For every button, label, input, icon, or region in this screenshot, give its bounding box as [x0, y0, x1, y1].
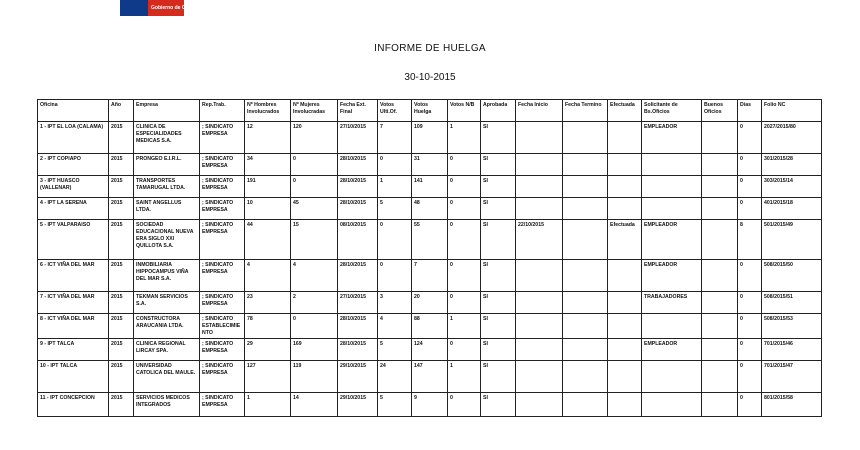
column-header: Fecha Ext. Final: [338, 100, 378, 122]
table-cell: 2015: [109, 122, 134, 154]
table-cell: [608, 154, 642, 176]
table-cell: SI: [481, 260, 516, 292]
table-cell: 0: [448, 176, 481, 198]
column-header: Votos Ulti.Of.: [378, 100, 412, 122]
table-cell: 2015: [109, 393, 134, 417]
table-cell: 119: [291, 361, 338, 393]
table-cell: [516, 393, 563, 417]
table-cell: 88: [412, 314, 448, 339]
table-cell: 147: [412, 361, 448, 393]
table-cell: 124: [412, 339, 448, 361]
table-cell: [702, 314, 738, 339]
table-cell: 1: [448, 314, 481, 339]
gobierno-logo: [120, 0, 195, 16]
column-header: Fecha Termino: [563, 100, 608, 122]
table-row: [38, 198, 822, 220]
column-header: Oficina: [38, 100, 109, 122]
table-cell: 28/10/2015: [338, 198, 378, 220]
table-cell: 141: [412, 176, 448, 198]
table-row: [38, 292, 822, 314]
table-cell: 4: [245, 260, 291, 292]
table-cell: 29/10/2015: [338, 393, 378, 417]
table-cell: 0: [378, 220, 412, 260]
table-cell: SI: [481, 314, 516, 339]
table-cell: 12: [245, 122, 291, 154]
report-date: 30-10-2015: [404, 72, 456, 83]
table-cell: 191: [245, 176, 291, 198]
table-cell: CLINICA DE ESPECIALIDADES MEDICAS S.A.: [134, 122, 200, 154]
table-cell: EMPLEADOR: [642, 260, 702, 292]
table-cell: 9 - IPT TALCA: [38, 339, 109, 361]
table-cell: [642, 361, 702, 393]
table-cell: 23: [245, 292, 291, 314]
table-cell: 0: [291, 154, 338, 176]
table-cell: ; SINDICATO EMPRESA: [200, 154, 245, 176]
table-cell: 2015: [109, 198, 134, 220]
table-cell: SAINT ANGELLUS LTDA.: [134, 198, 200, 220]
table-cell: ; SINDICATO EMPRESA: [200, 220, 245, 260]
table-cell: SOCIEDAD EDUCACIONAL NUEVA ERA SIGLO XXI QUILLOTA S.A.: [134, 220, 200, 260]
table-cell: SI: [481, 154, 516, 176]
table-cell: 5: [378, 393, 412, 417]
table-cell: Efectuada: [608, 220, 642, 260]
table-cell: 9: [412, 393, 448, 417]
table-cell: 28/10/2015: [338, 154, 378, 176]
table-cell: [702, 260, 738, 292]
table-cell: SI: [481, 361, 516, 393]
table-cell: ; SINDICATO EMPRESA: [200, 393, 245, 417]
table-cell: [702, 154, 738, 176]
table-cell: [516, 176, 563, 198]
table-cell: SI: [481, 220, 516, 260]
table-cell: SI: [481, 122, 516, 154]
column-header: Fecha Inicio: [516, 100, 563, 122]
table-cell: 28/10/2015: [338, 339, 378, 361]
table-cell: 120: [291, 122, 338, 154]
table-cell: [608, 198, 642, 220]
table-cell: ; SINDICATO EMPRESA: [200, 122, 245, 154]
table-cell: [608, 260, 642, 292]
table-cell: SI: [481, 198, 516, 220]
table-cell: 7: [378, 122, 412, 154]
table-cell: [608, 314, 642, 339]
table-cell: 2015: [109, 314, 134, 339]
table-cell: 1: [245, 393, 291, 417]
column-header: Nº Hombres Involucrados: [245, 100, 291, 122]
table-cell: 0: [448, 393, 481, 417]
table-cell: 78: [245, 314, 291, 339]
table-cell: UNIVERSIDAD CATOLICA DEL MAULE.: [134, 361, 200, 393]
table-cell: [702, 393, 738, 417]
table-cell: ; SINDICATO EMPRESA: [200, 176, 245, 198]
table-cell: [563, 393, 608, 417]
table-cell: 0: [738, 260, 762, 292]
table-cell: 508/2015/50: [762, 260, 822, 292]
table-cell: 10: [245, 198, 291, 220]
table-cell: 0: [448, 220, 481, 260]
table-cell: 0: [738, 314, 762, 339]
column-header: Solicitante de Bs.Oficios: [642, 100, 702, 122]
table-cell: [516, 292, 563, 314]
table-cell: 0: [448, 198, 481, 220]
table-cell: [608, 361, 642, 393]
table-cell: 31: [412, 154, 448, 176]
table-cell: 2015: [109, 292, 134, 314]
table-cell: 508/2015/53: [762, 314, 822, 339]
table-cell: [563, 292, 608, 314]
table-cell: [642, 154, 702, 176]
table-cell: [563, 122, 608, 154]
table-cell: [642, 176, 702, 198]
table-cell: EMPLEADOR: [642, 220, 702, 260]
table-cell: 4: [291, 260, 338, 292]
table-cell: [608, 176, 642, 198]
table-cell: 303/2015/14: [762, 176, 822, 198]
table-cell: 0: [448, 339, 481, 361]
table-cell: 0: [378, 260, 412, 292]
table-cell: 29: [245, 339, 291, 361]
table-cell: 0: [738, 198, 762, 220]
column-header: Aprobada: [481, 100, 516, 122]
table-cell: CONSTRUCTORA ARAUCANIA LTDA.: [134, 314, 200, 339]
column-header: Nº Mujeres Involucradas: [291, 100, 338, 122]
table-cell: PRONGEO E.I.R.L.: [134, 154, 200, 176]
table-cell: 22/10/2015: [516, 220, 563, 260]
table-cell: 0: [738, 361, 762, 393]
column-header: Folio NC: [762, 100, 822, 122]
report-title: INFORME DE HUELGA: [374, 43, 486, 54]
table-cell: 20: [412, 292, 448, 314]
table-cell: 2015: [109, 260, 134, 292]
table-cell: 169: [291, 339, 338, 361]
table-cell: [516, 314, 563, 339]
table-cell: 29/10/2015: [338, 361, 378, 393]
table-cell: [702, 176, 738, 198]
table-cell: 0: [448, 292, 481, 314]
table-cell: 1: [448, 361, 481, 393]
table-cell: 7 - ICT VIÑA DEL MAR: [38, 292, 109, 314]
column-header: Días: [738, 100, 762, 122]
table-cell: 0: [448, 154, 481, 176]
table-cell: 701/2015/47: [762, 361, 822, 393]
table-cell: 301/2015/28: [762, 154, 822, 176]
table-cell: 0: [738, 176, 762, 198]
table-cell: [702, 361, 738, 393]
table-cell: 0: [738, 154, 762, 176]
table-cell: [608, 292, 642, 314]
table-row: [38, 393, 822, 417]
table-cell: [516, 154, 563, 176]
table-cell: ; SINDICATO EMPRESA: [200, 361, 245, 393]
table-cell: 0: [291, 176, 338, 198]
table-cell: 2015: [109, 339, 134, 361]
table-cell: 8 - ICT VIÑA DEL MAR: [38, 314, 109, 339]
table-cell: 1: [378, 176, 412, 198]
column-header: Efectuada: [608, 100, 642, 122]
table-cell: 401/2015/18: [762, 198, 822, 220]
table-cell: 6 - ICT VIÑA DEL MAR: [38, 260, 109, 292]
table-cell: SI: [481, 339, 516, 361]
table-cell: SI: [481, 292, 516, 314]
table-cell: [516, 122, 563, 154]
table-cell: 55: [412, 220, 448, 260]
table-cell: [516, 361, 563, 393]
table-cell: 0: [738, 292, 762, 314]
column-header: Año: [109, 100, 134, 122]
table-cell: 27/10/2015: [338, 122, 378, 154]
table-cell: 4: [378, 314, 412, 339]
table-cell: 2: [291, 292, 338, 314]
table-cell: ; SINDICATO EMPRESA: [200, 260, 245, 292]
table-cell: 2027/2015/80: [762, 122, 822, 154]
table-cell: [702, 122, 738, 154]
table-cell: SI: [481, 393, 516, 417]
table-cell: ; SINDICATO EMPRESA: [200, 198, 245, 220]
table-cell: [642, 198, 702, 220]
table-cell: [563, 154, 608, 176]
table-cell: CLINICA REGIONAL LIRCAY SPA.: [134, 339, 200, 361]
table-row: [38, 314, 822, 339]
table-cell: 2015: [109, 220, 134, 260]
table-cell: [516, 260, 563, 292]
table-cell: [563, 339, 608, 361]
table-cell: [563, 220, 608, 260]
table-cell: [516, 339, 563, 361]
table-cell: [702, 198, 738, 220]
table-row: [38, 361, 822, 393]
column-header: Rep.Trab.: [200, 100, 245, 122]
table-cell: [642, 314, 702, 339]
table-cell: 7: [412, 260, 448, 292]
table-cell: TRABAJADORES: [642, 292, 702, 314]
logo-red-block: [148, 0, 195, 16]
table-cell: 701/2015/46: [762, 339, 822, 361]
table-cell: 501/2015/49: [762, 220, 822, 260]
table-cell: INMOBILIARIA HIPPOCAMPUS VIÑA DEL MAR S.A.: [134, 260, 200, 292]
table-cell: [702, 292, 738, 314]
table-cell: [702, 220, 738, 260]
table-cell: 0: [738, 122, 762, 154]
table-cell: 0: [738, 393, 762, 417]
table-cell: 3: [378, 292, 412, 314]
table-cell: 48: [412, 198, 448, 220]
table-cell: 1 - IPT EL LOA (CALAMA): [38, 122, 109, 154]
table-cell: 27/10/2015: [338, 292, 378, 314]
table-row: [38, 122, 822, 154]
logo-text: Gobierno de Chile: [151, 5, 195, 11]
table-cell: 109: [412, 122, 448, 154]
table-cell: ; SINDICATO EMPRESA: [200, 339, 245, 361]
table-cell: 15: [291, 220, 338, 260]
table-cell: 28/10/2015: [338, 314, 378, 339]
table-cell: SI: [481, 176, 516, 198]
table-cell: 08/10/2015: [338, 220, 378, 260]
table-cell: TRANSPORTES TAMARUGAL LTDA.: [134, 176, 200, 198]
table-cell: 34: [245, 154, 291, 176]
table-cell: 1: [448, 122, 481, 154]
table-cell: 45: [291, 198, 338, 220]
table-cell: 2 - IPT COPIAPO: [38, 154, 109, 176]
table-row: [38, 154, 822, 176]
table-cell: [608, 122, 642, 154]
table-cell: 5 - IPT VALPARAISO: [38, 220, 109, 260]
table-cell: EMPLEADOR: [642, 339, 702, 361]
table-cell: EMPLEADOR: [642, 122, 702, 154]
table-cell: ; SINDICATO ESTABLECIMIENTO: [200, 314, 245, 339]
table-cell: 14: [291, 393, 338, 417]
table-cell: 8: [738, 220, 762, 260]
table-cell: 0: [378, 154, 412, 176]
logo-blue-block: [120, 0, 148, 16]
table-cell: [642, 393, 702, 417]
table-cell: 127: [245, 361, 291, 393]
table-cell: 3 - IPT HUASCO (VALLENAR): [38, 176, 109, 198]
table-cell: 10 - IPT TALCA: [38, 361, 109, 393]
table-row: [38, 176, 822, 198]
table-cell: [608, 339, 642, 361]
table-row: [38, 220, 822, 260]
column-header: Votos Huelga: [412, 100, 448, 122]
table-cell: 24: [378, 361, 412, 393]
table-cell: 508/2015/51: [762, 292, 822, 314]
table-cell: 5: [378, 339, 412, 361]
table-cell: [563, 361, 608, 393]
table-cell: 28/10/2015: [338, 176, 378, 198]
table-cell: [516, 198, 563, 220]
table-cell: TEKMAN SERVICIOS S.A.: [134, 292, 200, 314]
table-cell: 28/10/2015: [338, 260, 378, 292]
table-body: [38, 122, 822, 417]
table-cell: [563, 198, 608, 220]
strike-report-table: [37, 99, 822, 417]
table-cell: [563, 176, 608, 198]
table-cell: [608, 393, 642, 417]
table-cell: [563, 260, 608, 292]
table-cell: 0: [448, 260, 481, 292]
table-cell: 0: [291, 314, 338, 339]
column-header: Empresa: [134, 100, 200, 122]
table-row: [38, 260, 822, 292]
table-cell: 4 - IPT LA SERENA: [38, 198, 109, 220]
table-cell: [563, 314, 608, 339]
table-cell: 2015: [109, 154, 134, 176]
table-header-row: [38, 100, 822, 122]
table-cell: 44: [245, 220, 291, 260]
table-cell: 11 - IPT CONCEPCION: [38, 393, 109, 417]
table-cell: [702, 339, 738, 361]
table-cell: ; SINDICATO EMPRESA: [200, 292, 245, 314]
table-cell: 5: [378, 198, 412, 220]
table-cell: 2015: [109, 361, 134, 393]
table-row: [38, 339, 822, 361]
table-cell: 801/2015/58: [762, 393, 822, 417]
column-header: Buenos Oficios: [702, 100, 738, 122]
table-cell: SERVICIOS MEDICOS INTEGRADOS: [134, 393, 200, 417]
column-header: Votos N/B: [448, 100, 481, 122]
table-cell: 0: [738, 339, 762, 361]
table-cell: 2015: [109, 176, 134, 198]
